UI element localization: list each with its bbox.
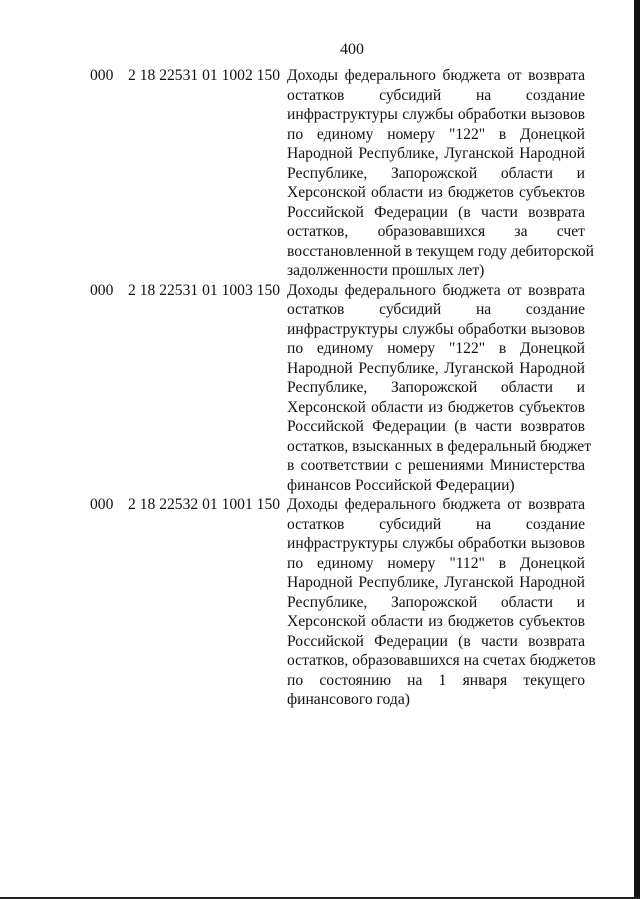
admin-code: 000 bbox=[90, 496, 114, 513]
description-line: Российской Федерации (в части возврата bbox=[287, 203, 585, 221]
description-line: Российской Федерации (в части возврата bbox=[287, 632, 585, 650]
entry-description bbox=[287, 66, 594, 281]
description-line: остатков субсидий на создание bbox=[287, 86, 585, 104]
description-line: задолженности прошлых лет) bbox=[287, 262, 485, 279]
scan-edge bbox=[634, 0, 640, 899]
description-line: остатков, взысканных в федеральный бюджет bbox=[287, 437, 592, 455]
description-line: Народной Республике, Луганской Народной bbox=[287, 145, 585, 162]
admin-code: 000 bbox=[90, 67, 114, 84]
description-line: остатков, образовавшихся за счет bbox=[287, 223, 585, 240]
entry-description bbox=[287, 495, 596, 710]
description-line: в соответствии с решениями Министерства bbox=[287, 457, 585, 474]
description-line: Народной Республике, Луганской Народной bbox=[287, 359, 585, 377]
description-line: финансового года) bbox=[287, 691, 410, 708]
description-line: по единому номеру "122" в Донецкой bbox=[287, 125, 585, 143]
page-number: 400 bbox=[340, 41, 364, 58]
description-line: Херсонской области из бюджетов субъектов bbox=[287, 184, 585, 201]
kbk-code: 2 18 22531 01 1002 150 bbox=[128, 67, 281, 84]
description-line: по состоянию на 1 января текущего bbox=[287, 671, 585, 689]
description-line: Республике, Запорожской области и bbox=[287, 164, 585, 182]
description-line: финансов Российской Федерации) bbox=[287, 476, 515, 494]
description-line: по единому номеру "122" в Донецкой bbox=[287, 340, 585, 357]
description-line: инфраструктуры службы обработки вызовов bbox=[287, 320, 585, 338]
kbk-code: 2 18 22532 01 1001 150 bbox=[128, 496, 281, 513]
description-line: Доходы федерального бюджета от возврата bbox=[287, 496, 585, 513]
description-line: остатков субсидий на создание bbox=[287, 301, 585, 318]
description-line: Херсонской области из бюджетов субъектов bbox=[287, 398, 585, 416]
description-line: остатков, образовавшихся на счетах бюджетов bbox=[287, 652, 596, 669]
description-line: Доходы федерального бюджета от возврата bbox=[287, 67, 585, 84]
description-line: Российской Федерации (в части возвратов bbox=[287, 418, 585, 435]
description-line: остатков субсидий на создание bbox=[287, 515, 585, 533]
description-line: по единому номеру "112" в Донецкой bbox=[287, 554, 585, 572]
description-line: Народной Республике, Луганской Народной bbox=[287, 574, 585, 591]
description-line: восстановленной в текущем году дебиторской bbox=[287, 242, 594, 260]
description-line: Доходы федерального бюджета от возврата bbox=[287, 281, 585, 299]
description-line: Республике, Запорожской области и bbox=[287, 379, 585, 396]
admin-code: 000 bbox=[90, 281, 114, 299]
description-line: Республике, Запорожской области и bbox=[287, 593, 585, 611]
description-line: инфраструктуры службы обработки вызовов bbox=[287, 535, 585, 552]
description-line: инфраструктуры службы обработки вызовов bbox=[287, 106, 585, 123]
entry-description bbox=[287, 281, 592, 496]
kbk-code: 2 18 22531 01 1003 150 bbox=[128, 281, 281, 299]
description-line: Херсонской области из бюджетов субъектов bbox=[287, 613, 585, 630]
